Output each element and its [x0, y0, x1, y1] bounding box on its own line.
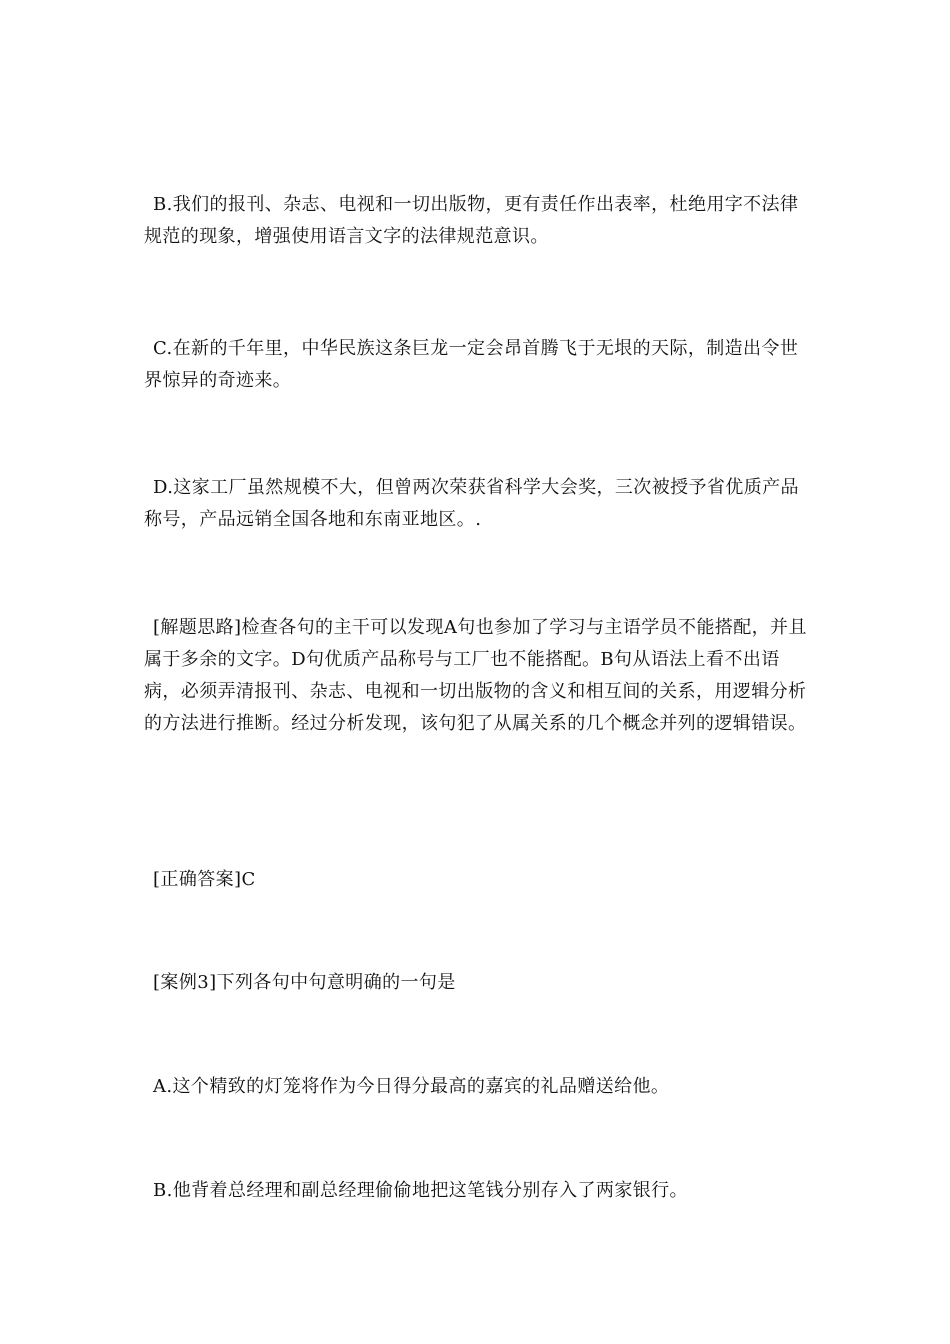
solution-approach-paragraph: [解题思路]检查各句的主干可以发现A句也参加了学习与主语学员不能搭配，并且属于多余的文字。D句优质产品称号与工厂也不能搭配。B句从语法上看不出语病，必须弄清报刊、杂志、电视和一切出版物的含义和相互间的关系，用逻辑分析的方法进行推断。经过分析发现，该句犯了从属关系的几个概念并列的逻辑错误。: [144, 617, 807, 734]
option-c-paragraph: C.在新的千年里，中华民族这条巨龙一定会昂首腾飞于无垠的天际，制造出令世界惊异的奇迹来。: [144, 338, 799, 391]
case-3-heading: [案例3]下列各句中句意明确的一句是: [153, 972, 456, 993]
option-d-paragraph: D.这家工厂虽然规模不大，但曾两次荣获省科学大会奖，三次被授予省优质产品称号，产品远销全国各地和东南亚地区。.: [144, 477, 799, 530]
case-3-option-b: B.他背着总经理和副总经理偷偷地把这笔钱分别存入了两家银行。: [153, 1180, 688, 1201]
case-3-option-a: A.这个精致的灯笼将作为今日得分最高的嘉宾的礼品赠送给他。: [153, 1076, 670, 1097]
correct-answer-paragraph: [正确答案]C: [153, 869, 256, 890]
option-b-paragraph: B.我们的报刊、杂志、电视和一切出版物，更有责任作出表率，杜绝用字不法律规范的现象，增强使用语言文字的法律规范意识。: [144, 194, 799, 247]
